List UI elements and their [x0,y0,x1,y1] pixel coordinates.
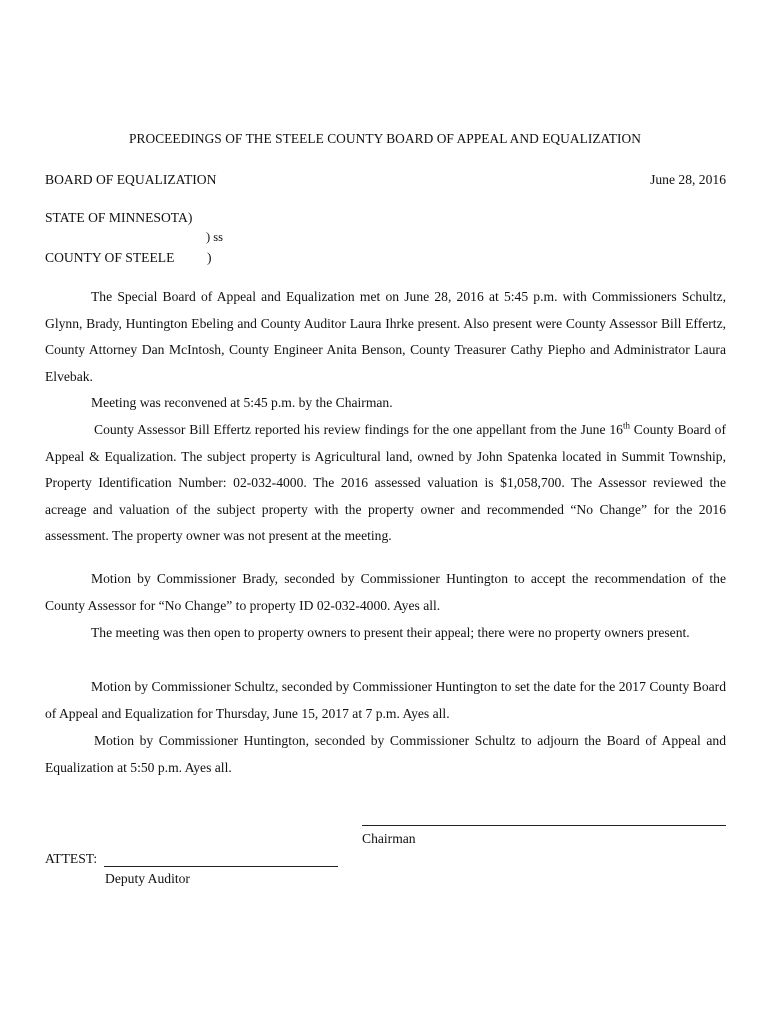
board-label: BOARD OF EQUALIZATION [45,172,217,187]
paragraph-attendance: The Special Board of Appeal and Equalization met on June 28, 2016 at 5:45 p.m. with Commissioners Schultz, Glynn, Brady, Huntington Ebeling and County Auditor Laura Ihrke present. Also present were County Assessor Bill Effertz, County Attorney Dan McIntosh, County Engineer Anita Benson, County Treasurer Cathy Piepho and Administrator Laura Elvebak. [45,289,726,384]
venue-county-paren: ) [207,250,212,265]
paragraph-motion-schultz: Motion by Commissioner Schultz, seconded by Commissioner Huntington to set the date for the 2017 County Board of Appeal and Equalization for Thursday, June 15, 2017 at 7 p.m. Ayes all. [45,679,726,721]
meeting-date: June 28, 2016 [650,172,726,187]
paragraph-motion-adjourn: Motion by Commissioner Huntington, seconded by Commissioner Schultz to adjourn the Board of Appeal and Equalization at 5:50 p.m. Ayes all. [45,733,726,775]
paragraph-reconvened: Meeting was reconvened at 5:45 p.m. by the Chairman. [91,395,393,410]
chairman-signature-line [362,825,726,826]
paragraph-open-appeals: The meeting was then open to property owners to present their appeal; there were no property owners present. [91,625,690,640]
venue-state: STATE OF MINNESOTA) [45,210,193,225]
attest-label: ATTEST: [45,851,98,866]
paragraph-motion-brady: Motion by Commissioner Brady, seconded by Commissioner Huntington to accept the recommendation of the County Assessor for “No Change” to property ID 02-032-4000. Ayes all. [45,571,726,613]
deputy-auditor-label: Deputy Auditor [105,871,190,886]
venue-ss: ) ss [206,230,224,244]
ordinal-superscript: th [622,420,630,431]
venue-county: COUNTY OF STEELE [45,250,175,265]
assessor-report-text-b: County Board of Appeal & Equalization. The subject property is Agricultural land, owned by John Spatenka located in Summit Township, Property Identification Number: 02-032-4000. The 2016 assessed valuation is $1,058,700. The Assessor reviewed the acreage and valuation of the subject property with the property owner and recommended “No Change” for the 2016 assessment. The property owner was not present at the meeting. [45,422,726,544]
paragraph-assessor-report [45,417,726,550]
assessor-report-text-a: County Assessor Bill Effertz reported his review findings for the one appellant from the June 16 [94,422,623,437]
chairman-label: Chairman [362,831,416,846]
attest-signature-line [104,866,338,867]
document-title: PROCEEDINGS OF THE STEELE COUNTY BOARD OF APPEAL AND EQUALIZATION [129,131,641,146]
